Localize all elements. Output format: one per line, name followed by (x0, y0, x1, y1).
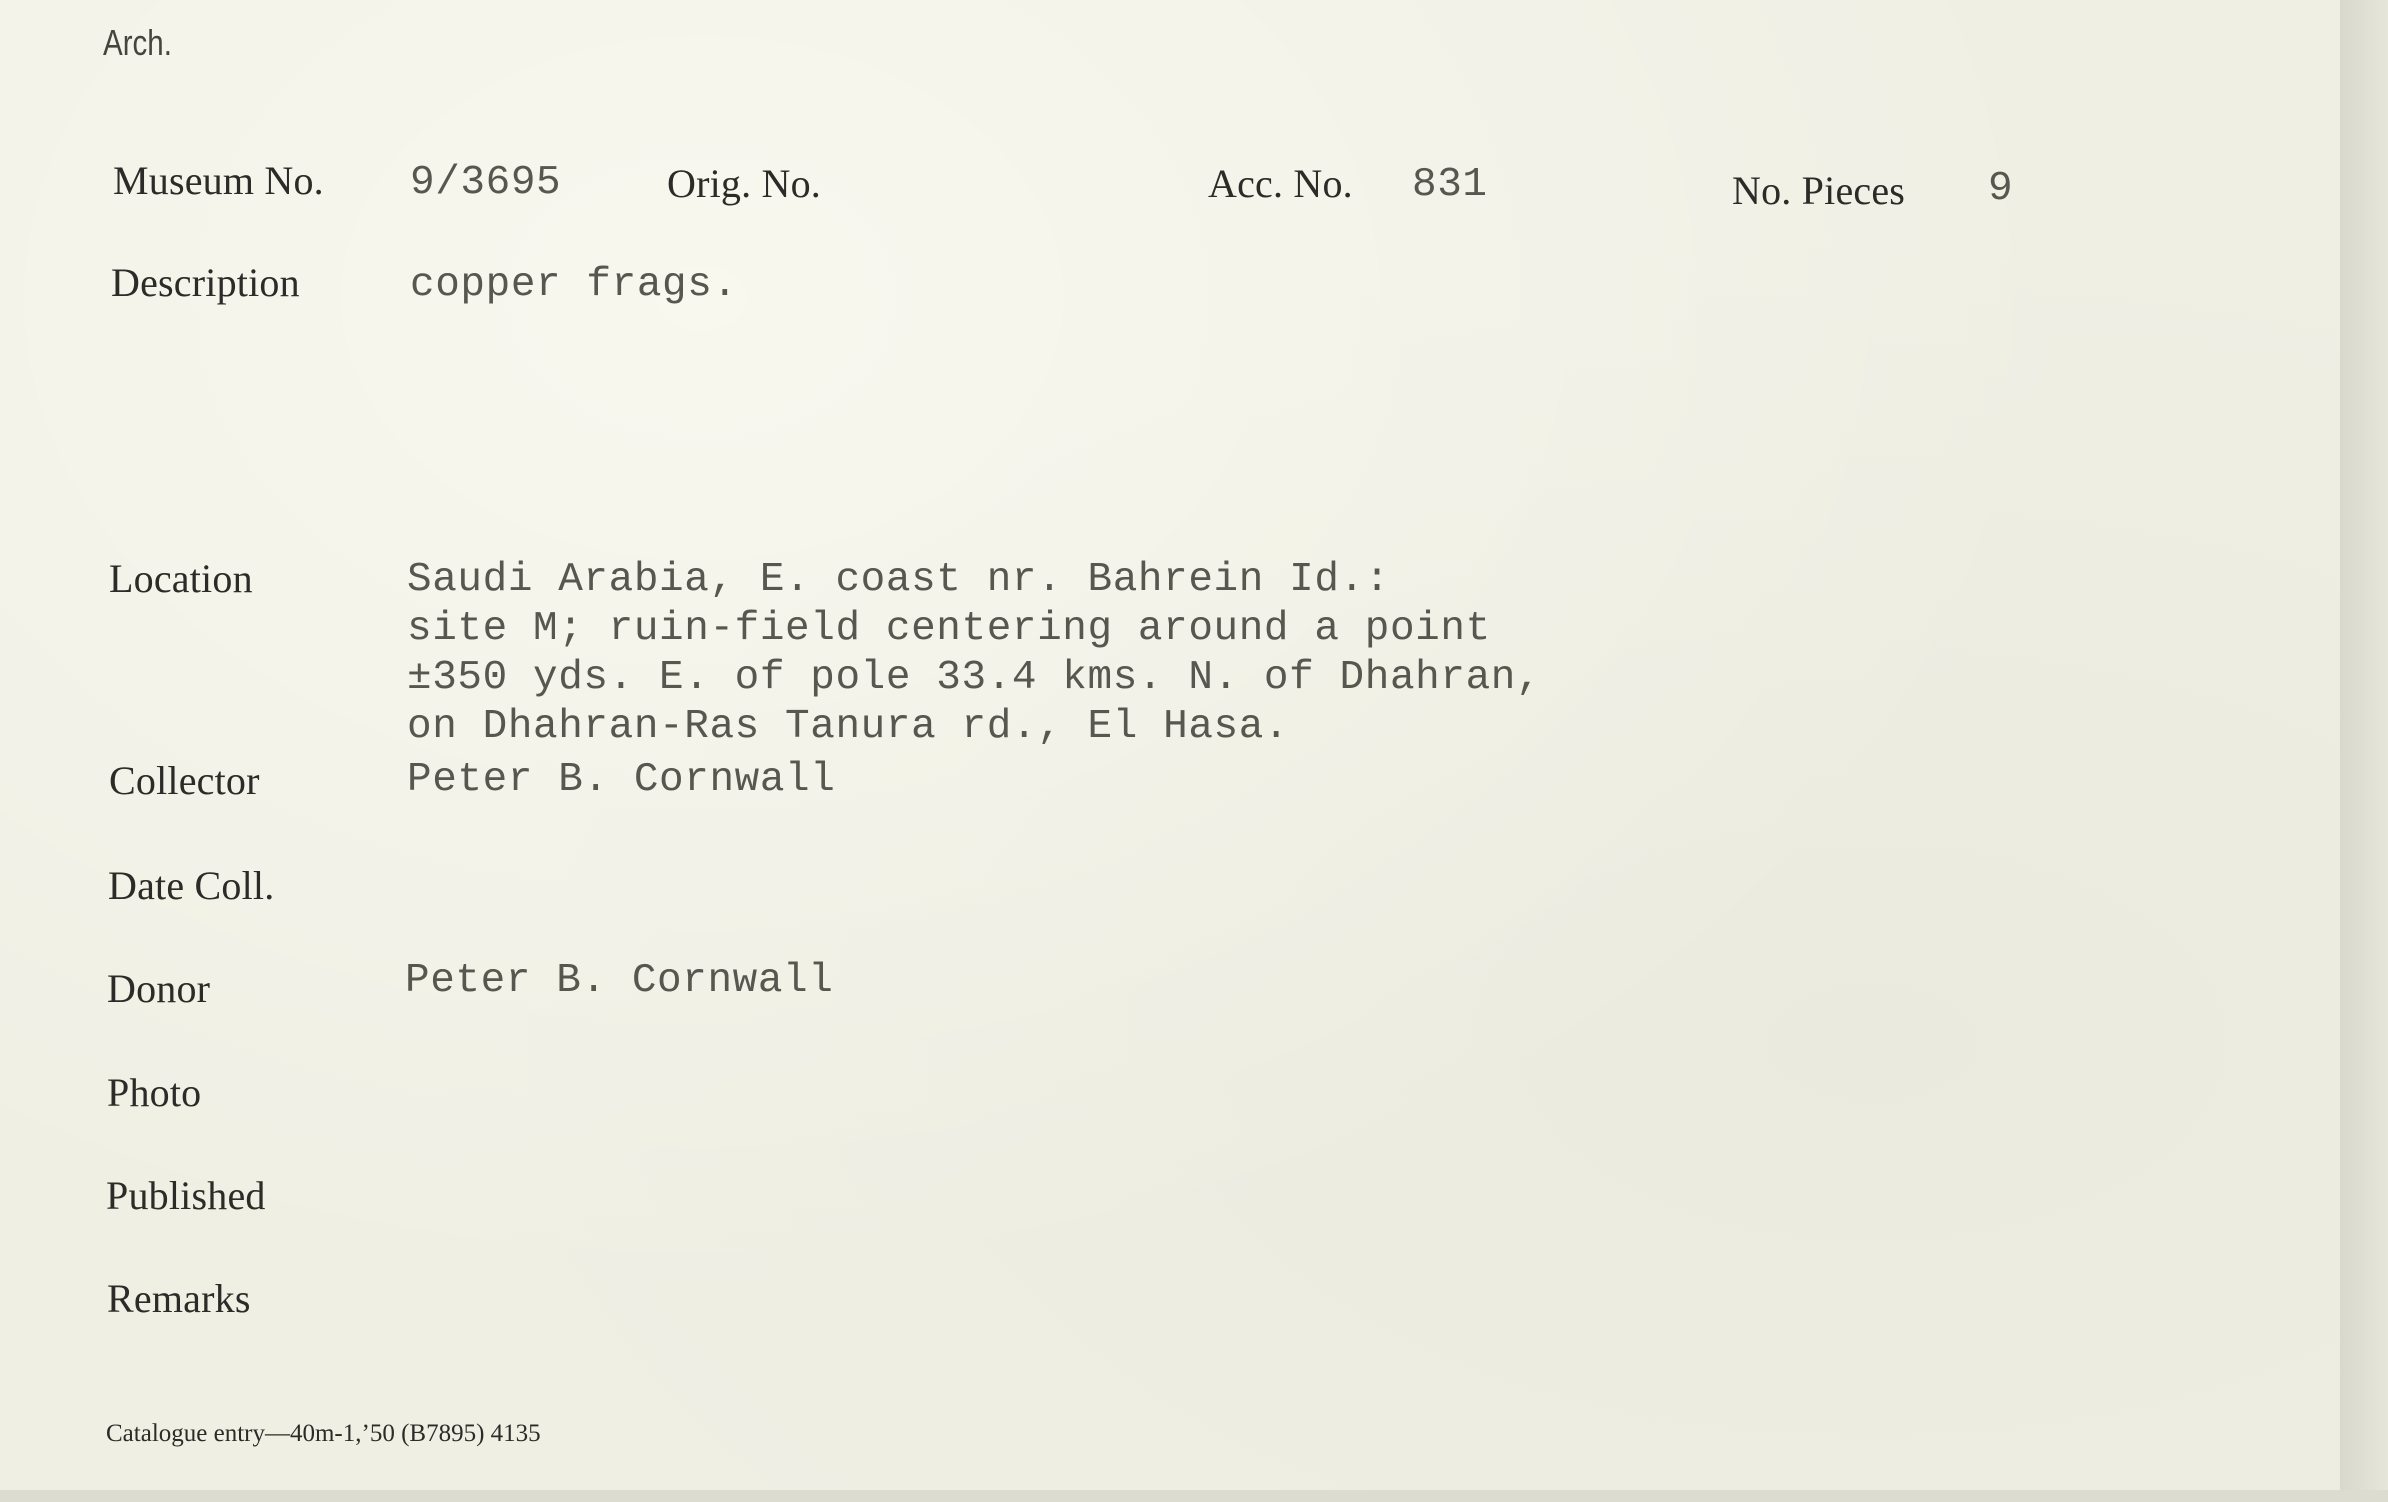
collector-label: Collector (109, 758, 260, 803)
description-value: copper frags. (410, 262, 738, 308)
donor-value: Peter B. Cornwall (405, 958, 834, 1004)
photo-label: Photo (107, 1070, 202, 1115)
orig-no-label: Orig. No. (667, 161, 822, 206)
collector-value: Peter B. Cornwall (407, 757, 836, 803)
museum-no-value: 9/3695 (410, 160, 562, 206)
card-bottom-shadow (0, 1490, 2388, 1502)
location-line: on Dhahran-Ras Tanura rd., El Hasa. (407, 704, 1290, 750)
date-coll-label: Date Coll. (108, 863, 275, 908)
acc-no-value: 831 (1412, 162, 1488, 208)
catalogue-entry-footer: Catalogue entry—40m-1,’50 (B7895) 4135 (106, 1420, 541, 1447)
location-label: Location (109, 556, 253, 601)
museum-no-label: Museum No. (113, 158, 324, 203)
acc-no-label: Acc. No. (1208, 161, 1353, 206)
remarks-label: Remarks (107, 1276, 251, 1321)
card-header: Arch. (103, 22, 172, 63)
no-pieces-label: No. Pieces (1732, 168, 1906, 213)
published-label: Published (106, 1173, 266, 1218)
location-line: ±350 yds. E. of pole 33.4 kms. N. of Dhahran, (407, 655, 1542, 701)
card-edge-shadow (2340, 0, 2388, 1502)
location-line: site M; ruin-field centering around a point (407, 606, 1491, 652)
donor-label: Donor (107, 966, 211, 1011)
no-pieces-value: 9 (1988, 166, 2014, 212)
description-label: Description (111, 260, 300, 305)
location-value (407, 557, 1541, 753)
location-line: Saudi Arabia, E. coast nr. Bahrein Id.: (407, 557, 1390, 603)
